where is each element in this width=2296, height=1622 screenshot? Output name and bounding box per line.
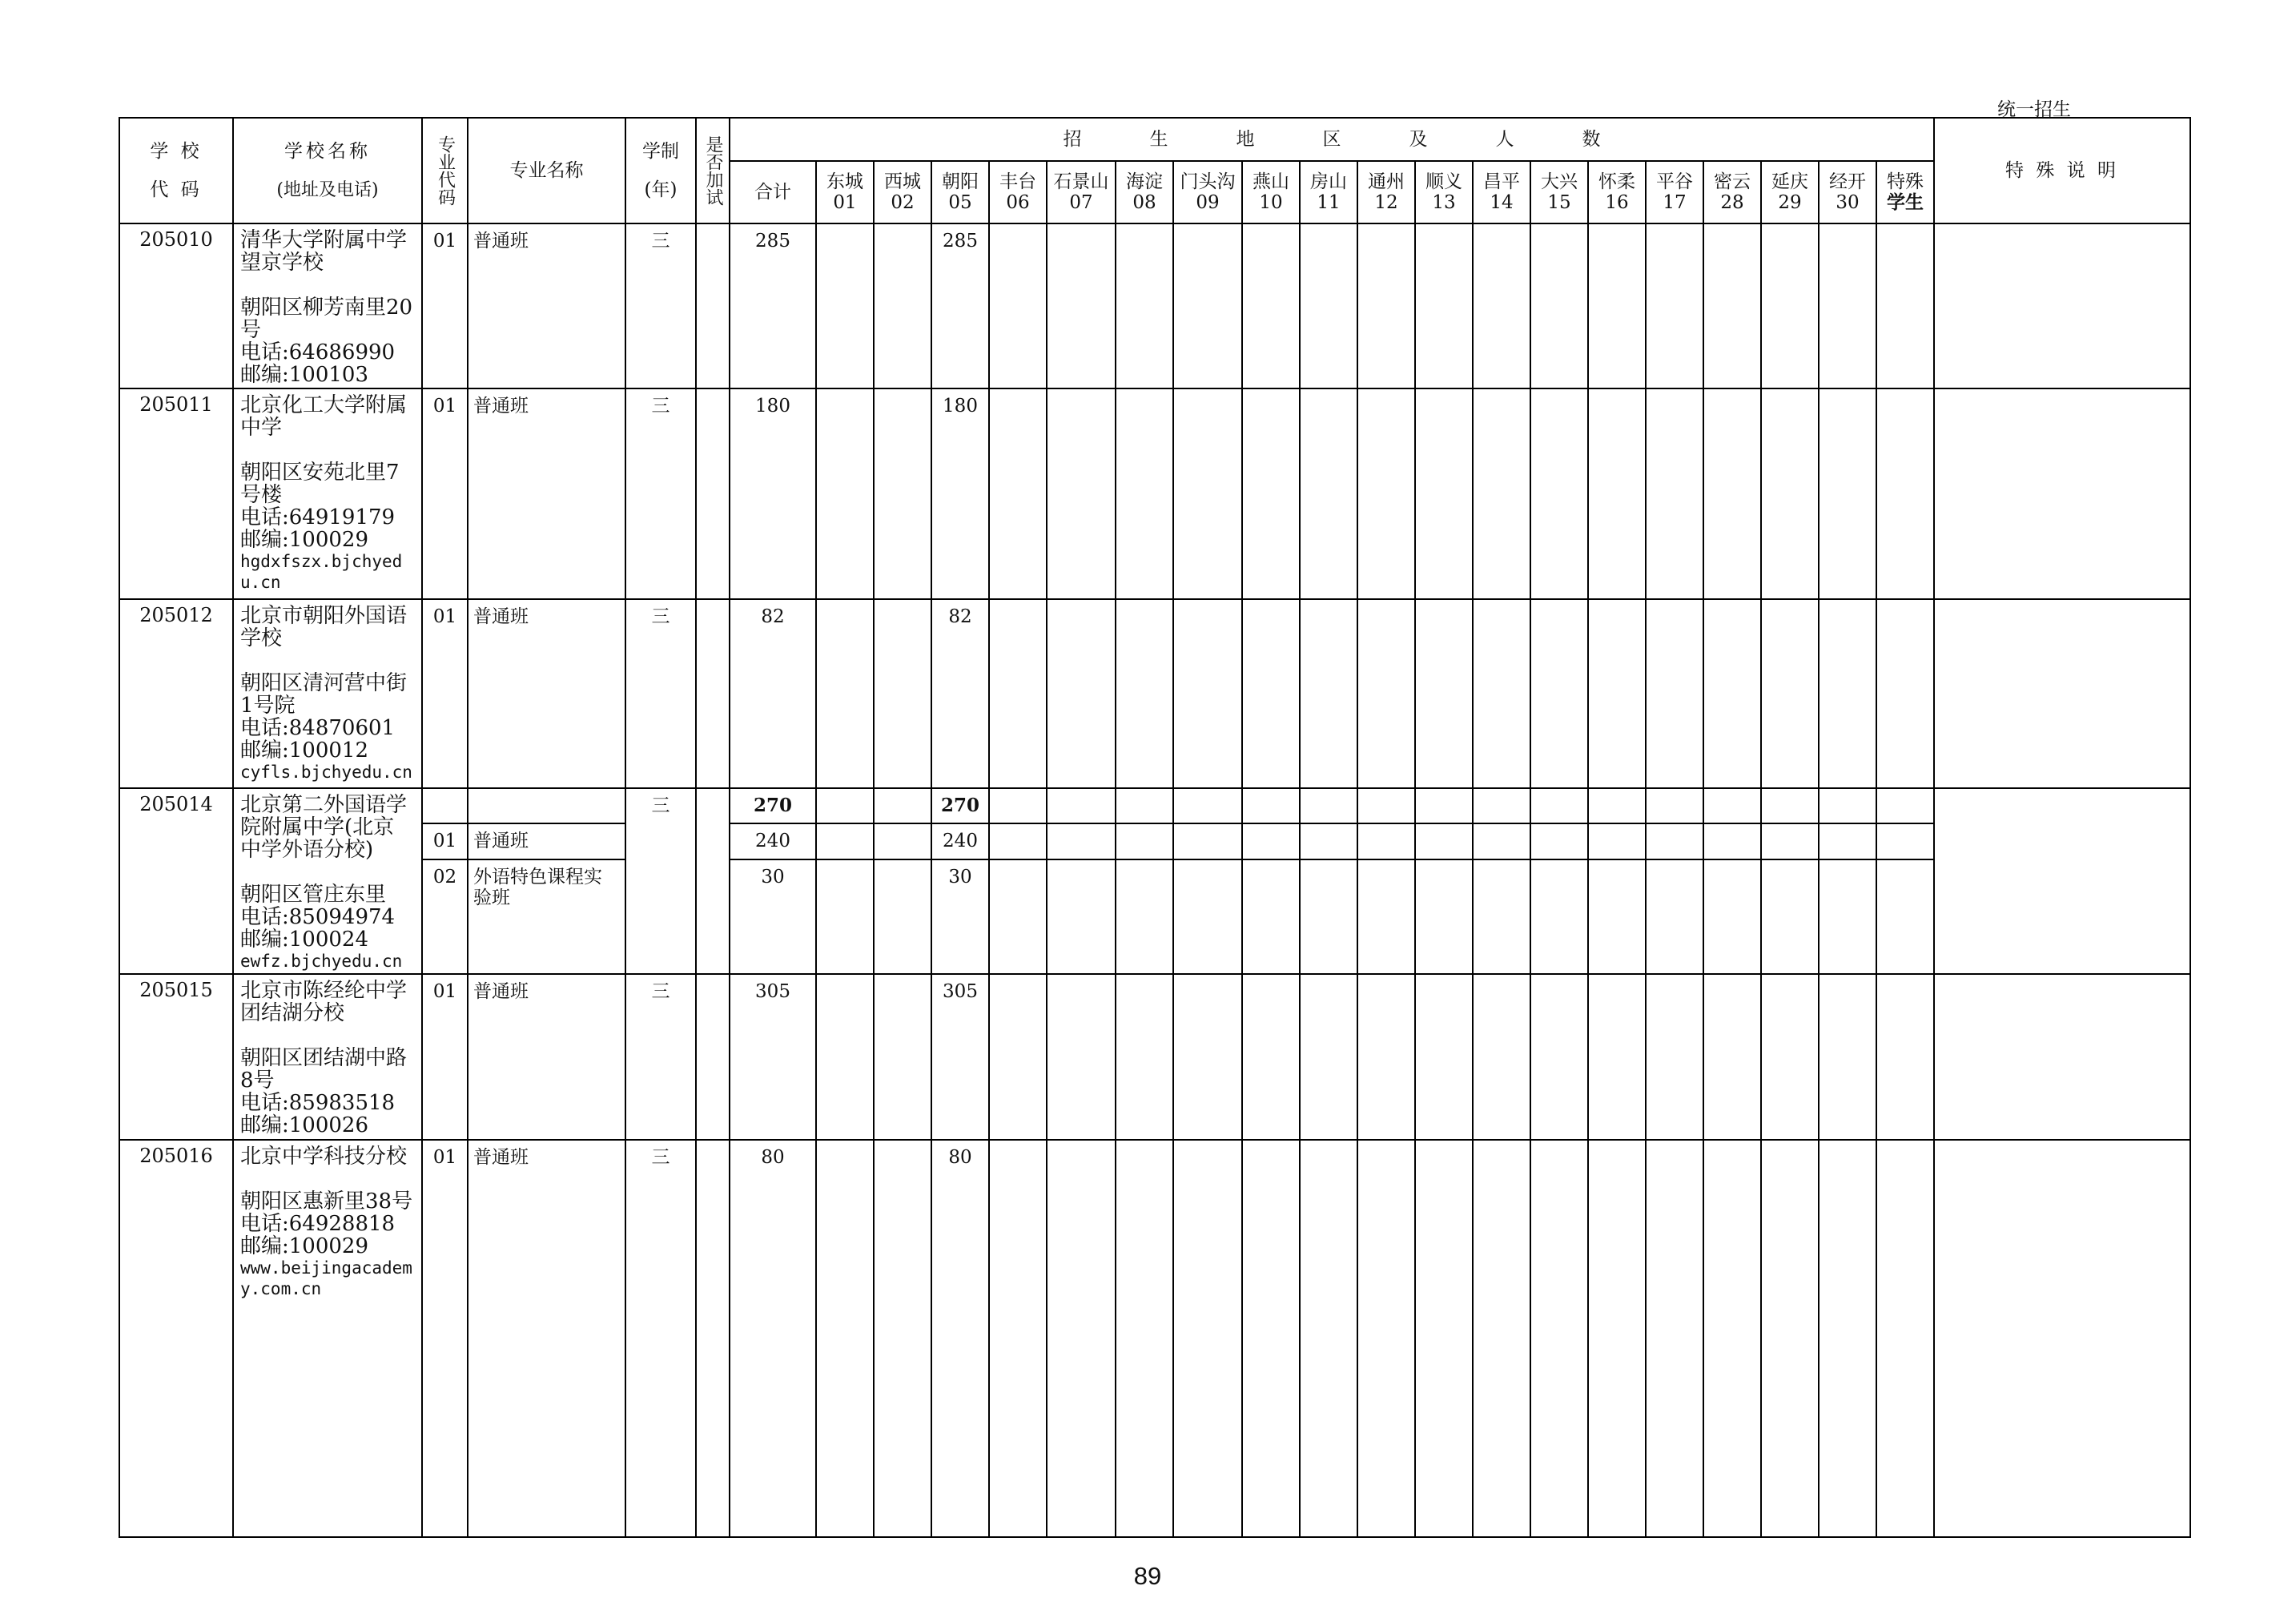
major-code: 01 bbox=[422, 974, 468, 1140]
district-code: 01 bbox=[833, 192, 857, 213]
school-code: 205010 bbox=[119, 223, 233, 388]
school-info bbox=[233, 788, 422, 974]
header-district bbox=[874, 161, 931, 223]
total-count: 180 bbox=[730, 388, 816, 599]
region-title-char: 生 bbox=[1149, 128, 1168, 150]
extra-test bbox=[696, 788, 730, 974]
header-major-code bbox=[422, 118, 468, 223]
school-code: 205012 bbox=[119, 599, 233, 788]
major-name: 普通班 bbox=[468, 974, 625, 1140]
header-district bbox=[1116, 161, 1173, 223]
school-code: 205014 bbox=[119, 788, 233, 974]
chaoyang-count: 285 bbox=[931, 223, 989, 388]
header-district bbox=[1530, 161, 1588, 223]
remarks-cell bbox=[1934, 788, 2190, 974]
region-title-char: 招 bbox=[1063, 128, 1082, 150]
district-name: 门头沟 bbox=[1180, 171, 1236, 192]
school-info bbox=[233, 599, 422, 788]
district-name: 石景山 bbox=[1053, 171, 1109, 192]
district-code: 11 bbox=[1317, 192, 1341, 213]
chaoyang-count: 180 bbox=[931, 388, 989, 599]
major-name: 普通班 bbox=[468, 599, 625, 788]
school-phone: 电话:64928818 bbox=[240, 1212, 396, 1236]
remarks-cell bbox=[1934, 388, 2190, 599]
district-code: 05 bbox=[948, 192, 972, 213]
district-name: 昌平 bbox=[1483, 171, 1520, 192]
total-count: 240 bbox=[730, 823, 816, 859]
region-title-char: 及 bbox=[1409, 128, 1428, 150]
total-count: 30 bbox=[730, 859, 816, 974]
major-code: 01 bbox=[422, 388, 468, 599]
header-total: 合计 bbox=[730, 161, 816, 223]
header-district bbox=[1357, 161, 1415, 223]
total-count: 82 bbox=[730, 599, 816, 788]
school-info bbox=[233, 1140, 422, 1537]
district-name: 怀柔 bbox=[1598, 171, 1635, 192]
header-district bbox=[1876, 161, 1934, 223]
header-district bbox=[1415, 161, 1473, 223]
school-name: 北京中学科技分校 bbox=[240, 1145, 408, 1169]
header-district bbox=[1242, 161, 1300, 223]
extra-test bbox=[696, 1140, 730, 1537]
header-district bbox=[931, 161, 989, 223]
district-code: 学生 bbox=[1887, 191, 1924, 213]
extra-test bbox=[696, 599, 730, 788]
school-name: 清华大学附属中学望京学校 bbox=[240, 228, 408, 275]
header-district bbox=[1047, 161, 1116, 223]
header-district bbox=[1819, 161, 1876, 223]
school-website: ewfz.bjchyedu.cn bbox=[240, 952, 403, 971]
chaoyang-count: 80 bbox=[931, 1140, 989, 1537]
district-code: 14 bbox=[1490, 192, 1514, 213]
district-name: 东城 bbox=[826, 171, 863, 192]
district-name: 丰台 bbox=[999, 171, 1036, 192]
district-name: 特殊 bbox=[1887, 171, 1924, 192]
header-duration bbox=[625, 118, 696, 223]
major-name: 普通班 bbox=[468, 1140, 625, 1537]
header-district bbox=[1646, 161, 1703, 223]
district-name: 经开 bbox=[1829, 171, 1866, 192]
chaoyang-count: 82 bbox=[931, 599, 989, 788]
header-school-name-line2: (地址及电话) bbox=[276, 179, 379, 200]
header-region-title bbox=[730, 118, 1934, 161]
enrollment-table bbox=[119, 117, 2191, 1538]
district-code: 10 bbox=[1259, 192, 1283, 213]
header-district bbox=[1173, 161, 1242, 223]
district-name: 大兴 bbox=[1541, 171, 1578, 192]
extra-test bbox=[696, 388, 730, 599]
district-name: 海淀 bbox=[1126, 171, 1163, 192]
major-name: 普通班 bbox=[468, 223, 625, 388]
chaoyang-count: 305 bbox=[931, 974, 989, 1140]
header-extra-test-text: 是否加试 bbox=[703, 135, 723, 206]
header-district bbox=[1473, 161, 1530, 223]
district-name: 平谷 bbox=[1656, 171, 1693, 192]
major-code: 01 bbox=[422, 823, 468, 859]
school-name: 北京第二外国语学院附属中学(北京中学外语分校) bbox=[240, 793, 408, 862]
page-category-tag: 统一招生 bbox=[1997, 99, 2071, 120]
total-count: 305 bbox=[730, 974, 816, 1140]
duration: 三 bbox=[625, 1140, 696, 1537]
school-postcode: 邮编:100103 bbox=[240, 363, 369, 387]
total-count: 270 bbox=[730, 788, 816, 823]
school-postcode: 邮编:100029 bbox=[240, 1234, 369, 1258]
major-name: 普通班 bbox=[468, 388, 625, 599]
chaoyang-count: 270 bbox=[931, 788, 989, 823]
school-postcode: 邮编:100026 bbox=[240, 1113, 369, 1137]
remarks-cell bbox=[1934, 974, 2190, 1140]
major-code: 01 bbox=[422, 1140, 468, 1537]
district-name: 朝阳 bbox=[942, 171, 979, 192]
school-postcode: 邮编:100029 bbox=[240, 528, 369, 552]
school-phone: 电话:85094974 bbox=[240, 905, 396, 929]
table-row bbox=[119, 1140, 2190, 1537]
table-row bbox=[119, 974, 2190, 1140]
district-name: 密云 bbox=[1714, 171, 1751, 192]
school-phone: 电话:84870601 bbox=[240, 716, 396, 740]
header-school-name-line1: 学校名称 bbox=[284, 141, 371, 163]
duration: 三 bbox=[625, 599, 696, 788]
duration: 三 bbox=[625, 388, 696, 599]
table-row bbox=[119, 859, 2190, 974]
district-name: 房山 bbox=[1310, 171, 1347, 192]
district-code: 12 bbox=[1374, 192, 1398, 213]
table-row bbox=[119, 823, 2190, 859]
school-postcode: 邮编:100024 bbox=[240, 928, 369, 952]
remarks-cell bbox=[1934, 223, 2190, 388]
header-extra-test bbox=[696, 118, 730, 223]
header-district bbox=[1300, 161, 1357, 223]
duration: 三 bbox=[625, 788, 696, 974]
district-code: 06 bbox=[1006, 192, 1030, 213]
table-row bbox=[119, 223, 2190, 388]
table-row bbox=[119, 599, 2190, 788]
table-row bbox=[119, 788, 2190, 823]
district-code: 13 bbox=[1432, 192, 1456, 213]
school-address: 朝阳区清河营中街1号院 bbox=[240, 671, 408, 718]
school-code: 205011 bbox=[119, 388, 233, 599]
school-phone: 电话:64686990 bbox=[240, 340, 396, 364]
header-remarks: 特 殊 说 明 bbox=[1934, 118, 2190, 223]
district-code: 02 bbox=[891, 192, 915, 213]
header-district bbox=[816, 161, 874, 223]
school-address: 朝阳区惠新里38号 bbox=[240, 1189, 413, 1213]
chaoyang-count: 240 bbox=[931, 823, 989, 859]
district-name: 通州 bbox=[1368, 171, 1405, 192]
extra-test bbox=[696, 223, 730, 388]
extra-test bbox=[696, 974, 730, 1140]
district-code: 15 bbox=[1547, 192, 1571, 213]
district-code: 08 bbox=[1132, 192, 1156, 213]
school-website: hgdxfszx.bjchyedu.cn bbox=[240, 552, 403, 592]
school-info bbox=[233, 388, 422, 599]
header-school-code bbox=[119, 118, 233, 223]
header-school-code-line2: 代 码 bbox=[150, 179, 203, 200]
page-number: 89 bbox=[1133, 1562, 1162, 1590]
header-school-code-line1: 学 校 bbox=[150, 140, 203, 162]
major-code: 02 bbox=[422, 859, 468, 974]
chaoyang-count: 30 bbox=[931, 859, 989, 974]
major-name bbox=[468, 788, 625, 823]
header-district bbox=[989, 161, 1047, 223]
school-info bbox=[233, 223, 422, 388]
school-website: www.beijingacademy.com.cn bbox=[240, 1258, 412, 1298]
header-major-name: 专业名称 bbox=[468, 118, 625, 223]
school-address: 朝阳区团结湖中路8号 bbox=[240, 1046, 408, 1093]
school-address: 朝阳区安苑北里7号楼 bbox=[240, 461, 400, 507]
remarks-cell bbox=[1934, 1140, 2190, 1537]
region-title-char: 地 bbox=[1236, 128, 1255, 150]
region-title-char: 人 bbox=[1495, 128, 1514, 150]
district-code: 29 bbox=[1778, 192, 1802, 213]
duration: 三 bbox=[625, 974, 696, 1140]
major-code bbox=[422, 788, 468, 823]
school-website: cyfls.bjchyedu.cn bbox=[240, 763, 412, 782]
header-duration-line1: 学制 bbox=[642, 140, 679, 162]
school-name: 北京市陈经纶中学团结湖分校 bbox=[240, 979, 408, 1025]
header-duration-line2: (年) bbox=[644, 179, 678, 200]
school-phone: 电话:85983518 bbox=[240, 1091, 396, 1115]
header-major-code-text: 专业代码 bbox=[435, 135, 456, 206]
school-address: 朝阳区管庄东里 bbox=[240, 883, 387, 907]
district-code: 07 bbox=[1069, 192, 1093, 213]
header-school-name bbox=[233, 118, 422, 223]
school-address: 朝阳区柳芳南里20号 bbox=[240, 296, 413, 342]
remarks-cell bbox=[1934, 599, 2190, 788]
region-title-char: 区 bbox=[1322, 128, 1341, 150]
school-code: 205016 bbox=[119, 1140, 233, 1537]
district-code: 28 bbox=[1720, 192, 1744, 213]
header-district bbox=[1761, 161, 1819, 223]
region-title-char: 数 bbox=[1582, 128, 1601, 150]
header-district bbox=[1703, 161, 1761, 223]
major-name: 外语特色课程实验班 bbox=[468, 859, 625, 974]
major-code: 01 bbox=[422, 599, 468, 788]
district-name: 顺义 bbox=[1425, 171, 1462, 192]
school-phone: 电话:64919179 bbox=[240, 505, 396, 529]
school-code: 205015 bbox=[119, 974, 233, 1140]
table-header bbox=[119, 118, 2190, 223]
district-code: 09 bbox=[1196, 192, 1220, 213]
major-name: 普通班 bbox=[468, 823, 625, 859]
total-count: 285 bbox=[730, 223, 816, 388]
school-info bbox=[233, 974, 422, 1140]
district-code: 17 bbox=[1663, 192, 1687, 213]
total-count: 80 bbox=[730, 1140, 816, 1537]
district-code: 30 bbox=[1836, 192, 1860, 213]
district-name: 延庆 bbox=[1771, 171, 1808, 192]
school-name: 北京化工大学附属中学 bbox=[240, 393, 408, 440]
header-district bbox=[1588, 161, 1646, 223]
duration: 三 bbox=[625, 223, 696, 388]
school-postcode: 邮编:100012 bbox=[240, 739, 369, 763]
district-name: 燕山 bbox=[1253, 171, 1289, 192]
table-row bbox=[119, 388, 2190, 599]
major-code: 01 bbox=[422, 223, 468, 388]
school-name: 北京市朝阳外国语学校 bbox=[240, 604, 408, 650]
table-body bbox=[119, 223, 2190, 1537]
district-code: 16 bbox=[1605, 192, 1629, 213]
district-name: 西城 bbox=[884, 171, 921, 192]
